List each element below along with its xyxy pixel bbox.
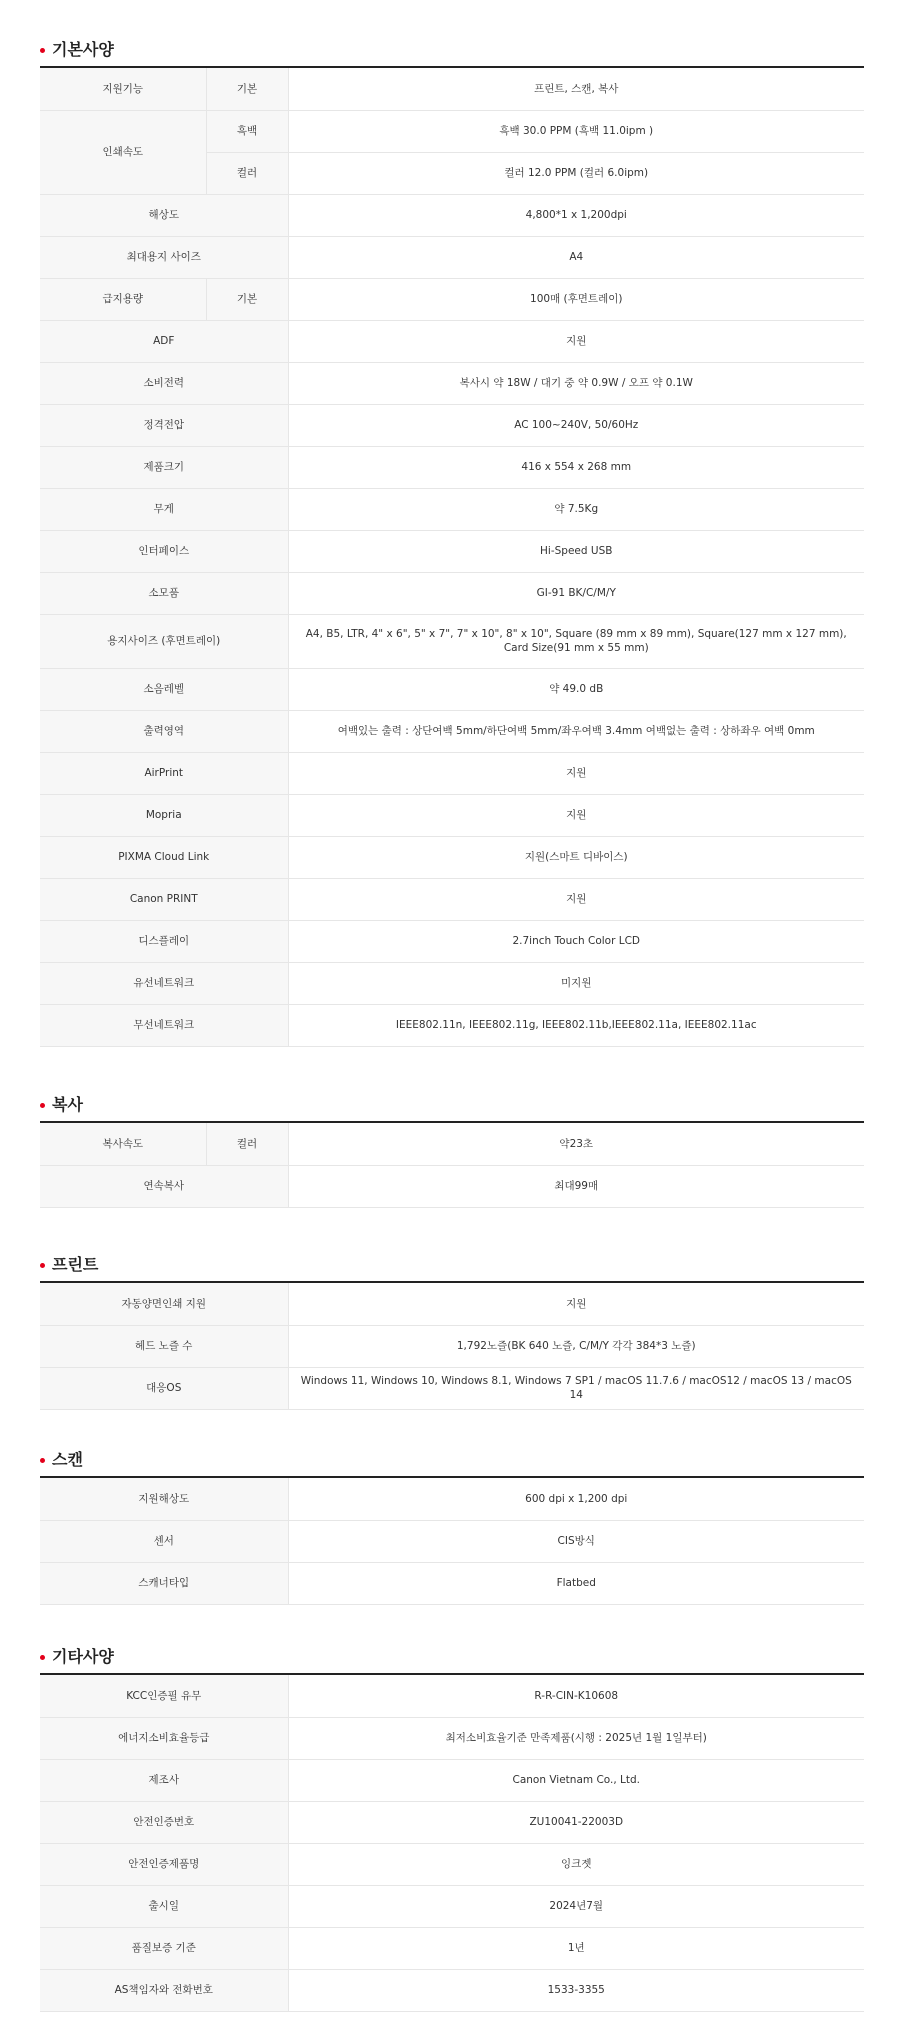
row-label: 안전인증번호 bbox=[40, 1801, 288, 1843]
section-title bbox=[40, 1450, 864, 1478]
row-value: 여백있는 출력 : 상단여백 5mm/하단여백 5mm/좌우여백 3.4mm 여백없는 출력 : 상하좌우 여백 0mm bbox=[288, 710, 864, 752]
table-row bbox=[40, 194, 864, 236]
row-value: 지원(스마트 디바이스) bbox=[288, 836, 864, 878]
table-row bbox=[40, 1717, 864, 1759]
section-title-text: 스캔 bbox=[52, 1450, 83, 1469]
table-row bbox=[40, 572, 864, 614]
row-value: Hi-Speed USB bbox=[288, 530, 864, 572]
table-row bbox=[40, 530, 864, 572]
row-label: 안전인증제품명 bbox=[40, 1843, 288, 1885]
row-label: 센서 bbox=[40, 1520, 288, 1562]
spec-table bbox=[40, 1675, 864, 2012]
bullet-dot-icon bbox=[40, 1655, 45, 1660]
table-row bbox=[40, 488, 864, 530]
row-value: ZU10041-22003D bbox=[288, 1801, 864, 1843]
table-row bbox=[40, 752, 864, 794]
row-value: GI-91 BK/C/M/Y bbox=[288, 572, 864, 614]
row-label: 정격전압 bbox=[40, 404, 288, 446]
row-value: 4,800*1 x 1,200dpi bbox=[288, 194, 864, 236]
bullet-dot-icon bbox=[40, 1458, 45, 1463]
row-value: 2.7inch Touch Color LCD bbox=[288, 920, 864, 962]
row-value: CIS방식 bbox=[288, 1520, 864, 1562]
row-label: 자동양면인쇄 지원 bbox=[40, 1283, 288, 1325]
row-value: A4, B5, LTR, 4" x 6", 5" x 7", 7" x 10", 8" x 10", Square (89 mm x 89 mm), Square(127 mm x 127 mm), Card Size(91 mm x 55 mm) bbox=[288, 614, 864, 668]
table-row bbox=[40, 1843, 864, 1885]
table-row bbox=[40, 920, 864, 962]
section-title-text: 기본사양 bbox=[52, 40, 114, 59]
row-value: AC 100~240V, 50/60Hz bbox=[288, 404, 864, 446]
row-label: 무게 bbox=[40, 488, 288, 530]
table-row bbox=[40, 1675, 864, 1717]
table-row bbox=[40, 1520, 864, 1562]
table-row bbox=[40, 1367, 864, 1409]
table-row bbox=[40, 1325, 864, 1367]
section-other-specs bbox=[40, 1647, 864, 2012]
row-label: ADF bbox=[40, 320, 288, 362]
table-row bbox=[40, 446, 864, 488]
table-row bbox=[40, 404, 864, 446]
row-value: 600 dpi x 1,200 dpi bbox=[288, 1478, 864, 1520]
row-label: 복사속도 bbox=[40, 1123, 206, 1165]
table-row bbox=[40, 110, 864, 152]
bullet-dot-icon bbox=[40, 1103, 45, 1108]
table-row bbox=[40, 68, 864, 110]
row-label: 제조사 bbox=[40, 1759, 288, 1801]
spec-table bbox=[40, 68, 864, 1047]
row-value: 416 x 554 x 268 mm bbox=[288, 446, 864, 488]
row-label: 소음레벨 bbox=[40, 668, 288, 710]
table-row bbox=[40, 1969, 864, 2011]
row-sublabel: 기본 bbox=[206, 68, 288, 110]
row-value: 지원 bbox=[288, 1283, 864, 1325]
table-row bbox=[40, 1562, 864, 1604]
row-label: 헤드 노즐 수 bbox=[40, 1325, 288, 1367]
section-title-text: 프린트 bbox=[52, 1255, 99, 1274]
table-row bbox=[40, 1123, 864, 1165]
table-row bbox=[40, 1801, 864, 1843]
table-row bbox=[40, 236, 864, 278]
table-row bbox=[40, 794, 864, 836]
row-label: Mopria bbox=[40, 794, 288, 836]
row-label: 에너지소비효율등급 bbox=[40, 1717, 288, 1759]
row-label: 무선네트워크 bbox=[40, 1004, 288, 1046]
row-label: 인터페이스 bbox=[40, 530, 288, 572]
spec-table bbox=[40, 1283, 864, 1410]
row-value: Flatbed bbox=[288, 1562, 864, 1604]
section-basic-specs bbox=[40, 40, 864, 1047]
section-title bbox=[40, 40, 864, 68]
row-label: KCC인증필 유무 bbox=[40, 1675, 288, 1717]
row-value: 100매 (후면트레이) bbox=[288, 278, 864, 320]
row-label: 인쇄속도 bbox=[40, 110, 206, 194]
table-row bbox=[40, 1759, 864, 1801]
bullet-dot-icon bbox=[40, 48, 45, 53]
section-scan bbox=[40, 1450, 864, 1605]
row-value: 최저소비효율기준 만족제품(시행 : 2025년 1월 1일부터) bbox=[288, 1717, 864, 1759]
row-value: 1년 bbox=[288, 1927, 864, 1969]
row-value: 잉크젯 bbox=[288, 1843, 864, 1885]
row-value: A4 bbox=[288, 236, 864, 278]
table-row bbox=[40, 1885, 864, 1927]
row-value: 지원 bbox=[288, 752, 864, 794]
row-value: 1,792노즐(BK 640 노즐, C/M/Y 각각 384*3 노즐) bbox=[288, 1325, 864, 1367]
table-row bbox=[40, 710, 864, 752]
row-value: 복사시 약 18W / 대기 중 약 0.9W / 오프 약 0.1W bbox=[288, 362, 864, 404]
row-label: 출력영역 bbox=[40, 710, 288, 752]
row-label: 최대용지 사이즈 bbox=[40, 236, 288, 278]
table-row bbox=[40, 1165, 864, 1207]
table-row bbox=[40, 614, 864, 668]
table-row bbox=[40, 362, 864, 404]
row-label: Canon PRINT bbox=[40, 878, 288, 920]
row-value: 흑백 30.0 PPM (흑백 11.0ipm ) bbox=[288, 110, 864, 152]
row-value: 지원 bbox=[288, 794, 864, 836]
spec-table bbox=[40, 1123, 864, 1208]
row-value: 프린트, 스캔, 복사 bbox=[288, 68, 864, 110]
table-row bbox=[40, 320, 864, 362]
row-label: AirPrint bbox=[40, 752, 288, 794]
row-value: 약 7.5Kg bbox=[288, 488, 864, 530]
row-value: 2024년7월 bbox=[288, 1885, 864, 1927]
row-label: 소비전력 bbox=[40, 362, 288, 404]
row-label: 지원기능 bbox=[40, 68, 206, 110]
row-value: Windows 11, Windows 10, Windows 8.1, Windows 7 SP1 / macOS 11.7.6 / macOS12 / macOS 13 / macOS 14 bbox=[288, 1367, 864, 1409]
row-value: 컬러 12.0 PPM (컬러 6.0ipm) bbox=[288, 152, 864, 194]
section-title bbox=[40, 1255, 864, 1283]
section-title-text: 복사 bbox=[52, 1095, 83, 1114]
row-value: 1533-3355 bbox=[288, 1969, 864, 2011]
table-row bbox=[40, 668, 864, 710]
row-label: 해상도 bbox=[40, 194, 288, 236]
row-label: 용지사이즈 (후면트레이) bbox=[40, 614, 288, 668]
row-sublabel: 컬러 bbox=[206, 1123, 288, 1165]
row-value: 지원 bbox=[288, 878, 864, 920]
table-row bbox=[40, 962, 864, 1004]
table-row bbox=[40, 1927, 864, 1969]
row-value: 약23초 bbox=[288, 1123, 864, 1165]
section-title bbox=[40, 1647, 864, 1675]
row-value: 약 49.0 dB bbox=[288, 668, 864, 710]
row-value: 최대99매 bbox=[288, 1165, 864, 1207]
spec-table bbox=[40, 1478, 864, 1605]
row-label: 급지용량 bbox=[40, 278, 206, 320]
row-value: R-R-CIN-K10608 bbox=[288, 1675, 864, 1717]
row-label: 소모품 bbox=[40, 572, 288, 614]
row-sublabel: 기본 bbox=[206, 278, 288, 320]
section-copy bbox=[40, 1095, 864, 1208]
bullet-dot-icon bbox=[40, 1263, 45, 1268]
table-row bbox=[40, 1004, 864, 1046]
row-value: 미지원 bbox=[288, 962, 864, 1004]
row-label: 지원해상도 bbox=[40, 1478, 288, 1520]
row-value: IEEE802.11n, IEEE802.11g, IEEE802.11b,IEEE802.11a, IEEE802.11ac bbox=[288, 1004, 864, 1046]
row-label: 품질보증 기준 bbox=[40, 1927, 288, 1969]
row-value: Canon Vietnam Co., Ltd. bbox=[288, 1759, 864, 1801]
row-label: 대응OS bbox=[40, 1367, 288, 1409]
row-label: AS책임자와 전화번호 bbox=[40, 1969, 288, 2011]
row-sublabel: 컬러 bbox=[206, 152, 288, 194]
row-value: 지원 bbox=[288, 320, 864, 362]
row-label: 스캐너타입 bbox=[40, 1562, 288, 1604]
row-label: 디스플레이 bbox=[40, 920, 288, 962]
row-label: 출시일 bbox=[40, 1885, 288, 1927]
row-label: 연속복사 bbox=[40, 1165, 288, 1207]
row-sublabel: 흑백 bbox=[206, 110, 288, 152]
table-row bbox=[40, 878, 864, 920]
table-row bbox=[40, 1478, 864, 1520]
table-row bbox=[40, 836, 864, 878]
section-print bbox=[40, 1255, 864, 1410]
section-title bbox=[40, 1095, 864, 1123]
row-label: 유선네트워크 bbox=[40, 962, 288, 1004]
table-row bbox=[40, 278, 864, 320]
row-label: PIXMA Cloud Link bbox=[40, 836, 288, 878]
table-row bbox=[40, 1283, 864, 1325]
section-title-text: 기타사양 bbox=[52, 1647, 114, 1666]
row-label: 제품크기 bbox=[40, 446, 288, 488]
